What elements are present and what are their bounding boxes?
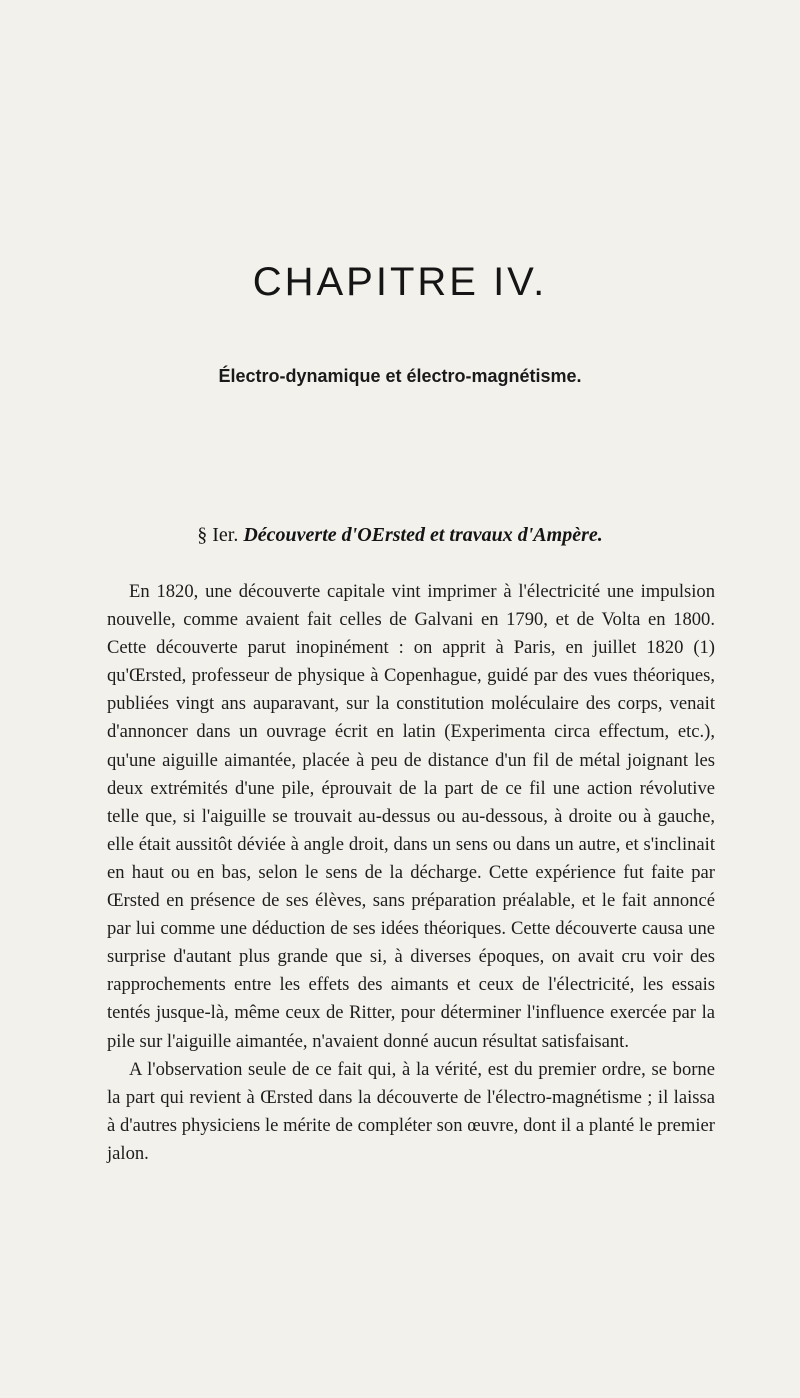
section-heading-text: Découverte d'OErsted et travaux d'Ampère. [243, 524, 603, 546]
section-heading [0, 524, 800, 547]
chapter-subtitle: Électro-dynamique et électro-magnétisme. [218, 366, 582, 386]
chapter-title: CHAPITRE IV. [252, 260, 548, 304]
paragraph: A l'observation seule de ce fait qui, à la vérité, est du premier ordre, se borne la part qui revient à Œrsted dans la découverte de l'électro-magnétisme ; il laissa à d'autres physiciens le mérite de compléter son œuvre, dont il a planté le premier jalon. [107, 1058, 715, 1164]
section-mark: § Ier. [197, 524, 244, 546]
body-text [107, 578, 715, 1168]
paragraph: En 1820, une découverte capitale vint imprimer à l'électricité une impulsion nouvelle, comme avaient fait celles de Galvani en 1790, et de Volta en 1800. Cette découverte parut inopinément : on apprit à Paris, en juillet 1820 (1) qu'Œrsted, professeur de physique à Copenhague, guidé par des vues théoriques, publiées vingt ans auparavant, sur la constitution moléculaire des corps, venait d'annoncer dans un ouvrage écrit en latin (Experimenta circa effectum, etc.), qu'une aiguille aimantée, placée à peu de distance d'un fil de métal joignant les deux extrémités d'une pile, éprouvait de la part de ce fil une action révolutive telle que, si l'aiguille se trouvait au-dessus ou au-dessous, à droite ou à gauche, elle était aussitôt déviée à angle droit, dans un sens ou dans un autre, et s'inclinait en haut ou en bas, selon le sens de la décharge. Cette expérience fut faite par Œrsted en présence de ses élèves, sans préparation préalable, et le fait annoncé par lui comme une déduction de ses idées théoriques. Cette découverte causa une surprise d'autant plus grande que si, à diverses époques, on avait cru voir des rapprochements entre les effets des aimants et ceux de l'électricité, les essais tentés jusque-là, même ceux de Ritter, pour déterminer l'influence exercée par la pile sur l'aiguille aimantée, n'avaient donné aucun résultat satisfaisant. [107, 581, 715, 1052]
